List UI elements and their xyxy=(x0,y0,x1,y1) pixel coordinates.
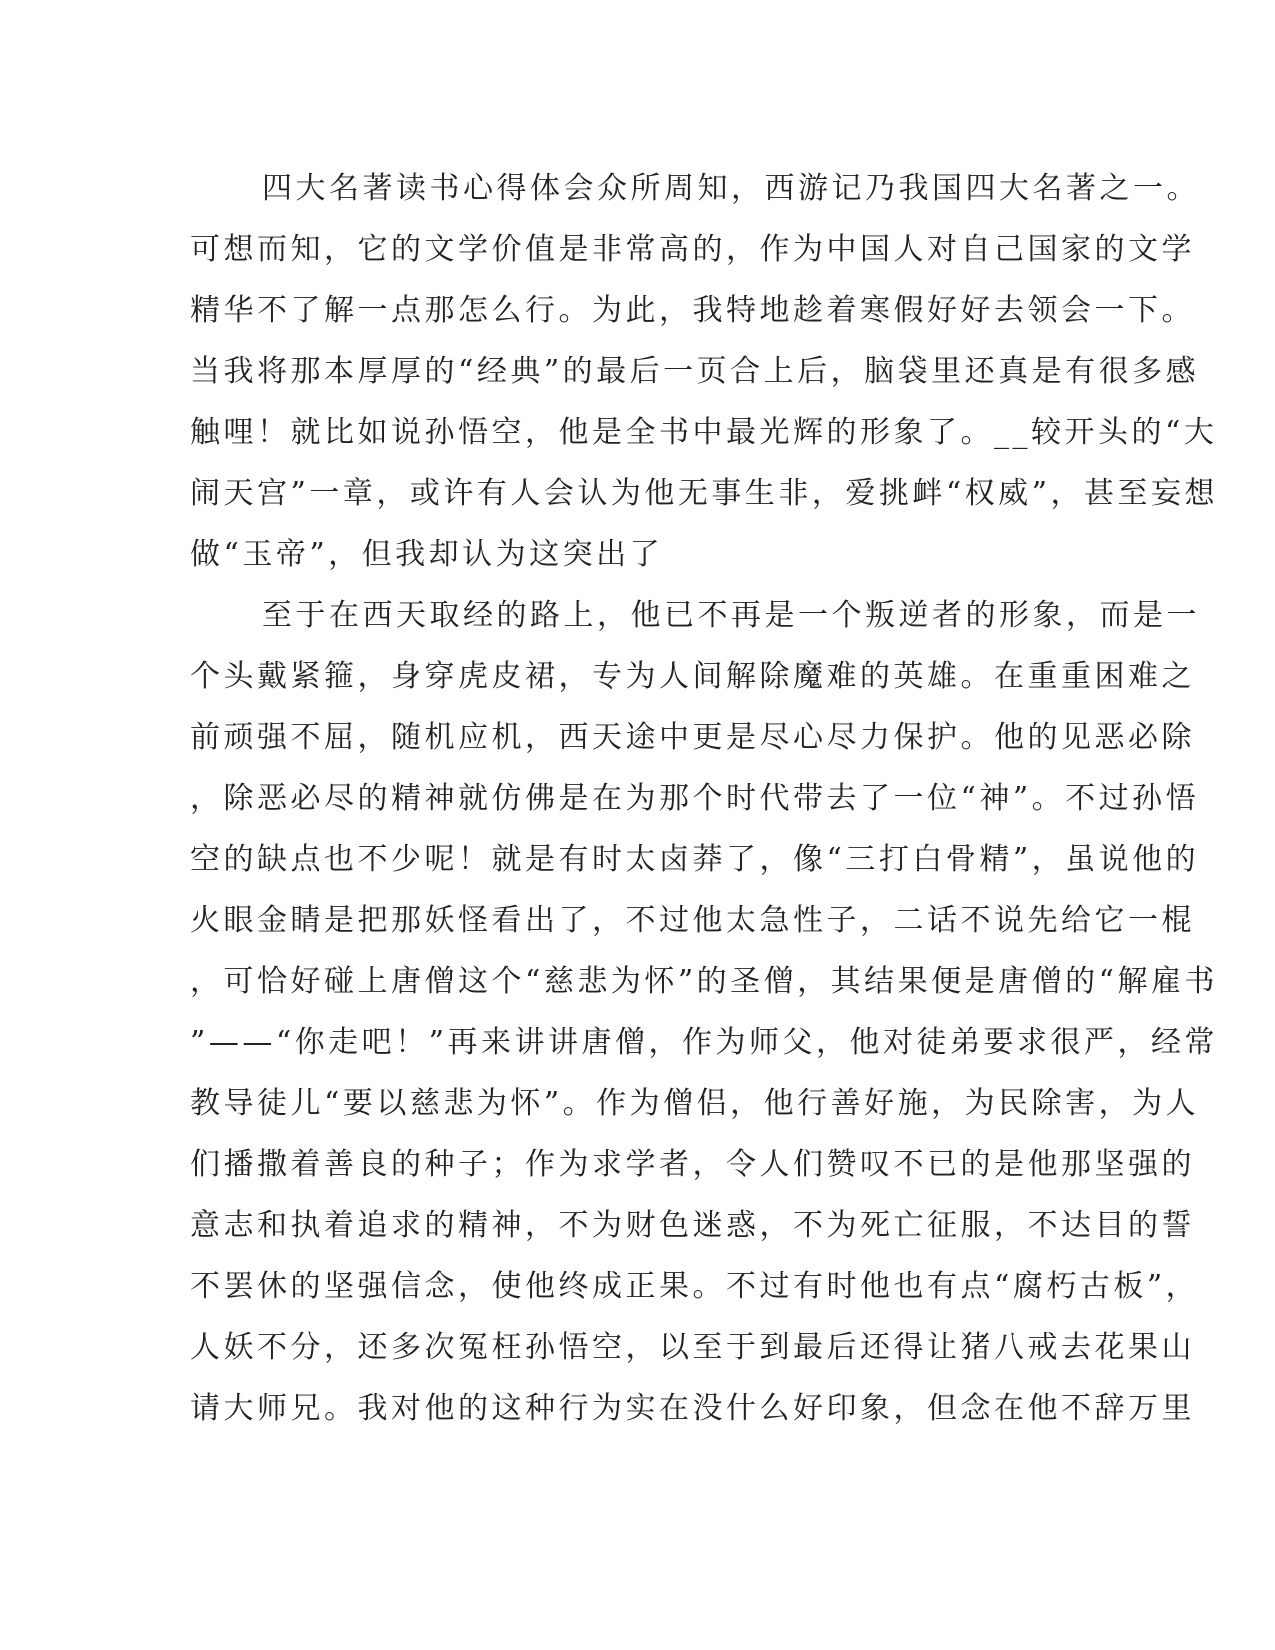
text-line: 个头戴紧箍，身穿虎皮裙，专为人间解除魔难的英雄。在重重困难之 xyxy=(190,659,1195,694)
text-line: ”——“你走吧！”再来讲讲唐僧，作为师父，他对徒弟要求很严，经常 xyxy=(190,1025,1219,1060)
text-line: 们播撒着善良的种子；作为求学者，令人们赞叹不已的是他那坚强的 xyxy=(190,1147,1195,1182)
text-line: 当我将那本厚厚的“经典”的最后一页合上后，脑袋里还真是有很多感 xyxy=(190,354,1200,389)
text-line: 触哩！就比如说孙悟空，他是全书中最光辉的形象了。__较开头的“大 xyxy=(190,415,1218,450)
text-line: 可想而知，它的文学价值是非常高的，作为中国人对自己国家的文学 xyxy=(190,232,1195,267)
text-line: 做“玉帝”，但我却认为这突出了 xyxy=(190,537,664,572)
text-line: 精华不了解一点那怎么行。为此，我特地趁着寒假好好去领会一下。 xyxy=(190,293,1195,328)
text-line: ，除恶必尽的精神就仿佛是在为那个时代带去了一位“神”。不过孙悟 xyxy=(190,781,1200,816)
text-line: ，可恰好碰上唐僧这个“慈悲为怀”的圣僧，其结果便是唐僧的“解雇书 xyxy=(190,964,1219,999)
text-line: 意志和执着追求的精神，不为财色迷惑，不为死亡征服，不达目的誓 xyxy=(190,1208,1195,1243)
text-line: 人妖不分，还多次冤枉孙悟空，以至于到最后还得让猪八戒去花果山 xyxy=(190,1330,1195,1365)
text-line: 空的缺点也不少呢！就是有时太卤莽了，像“三打白骨精”，虽说他的 xyxy=(190,842,1200,877)
text-line: 教导徒儿“要以慈悲为怀”。作为僧侣，他行善好施，为民除害，为人 xyxy=(190,1086,1200,1121)
text-line: 四大名著读书心得体会众所周知，西游记乃我国四大名著之一。 xyxy=(262,171,1200,206)
text-line: 火眼金睛是把那妖怪看出了，不过他太急性子，二话不说先给它一棍 xyxy=(190,903,1195,938)
text-line: 请大师兄。我对他的这种行为实在没什么好印象，但念在他不辞万里 xyxy=(190,1391,1195,1426)
text-line: 不罢休的坚强信念，使他终成正果。不过有时他也有点“腐朽古板”， xyxy=(190,1269,1200,1304)
text-line: 前顽强不屈，随机应机，西天途中更是尽心尽力保护。他的见恶必除 xyxy=(190,720,1195,755)
text-line: 至于在西天取经的路上，他已不再是一个叛逆者的形象，而是一 xyxy=(262,598,1200,633)
text-line: 闹天宫”一章，或许有人会认为他无事生非，爱挑衅“权威”，甚至妄想 xyxy=(190,476,1219,511)
